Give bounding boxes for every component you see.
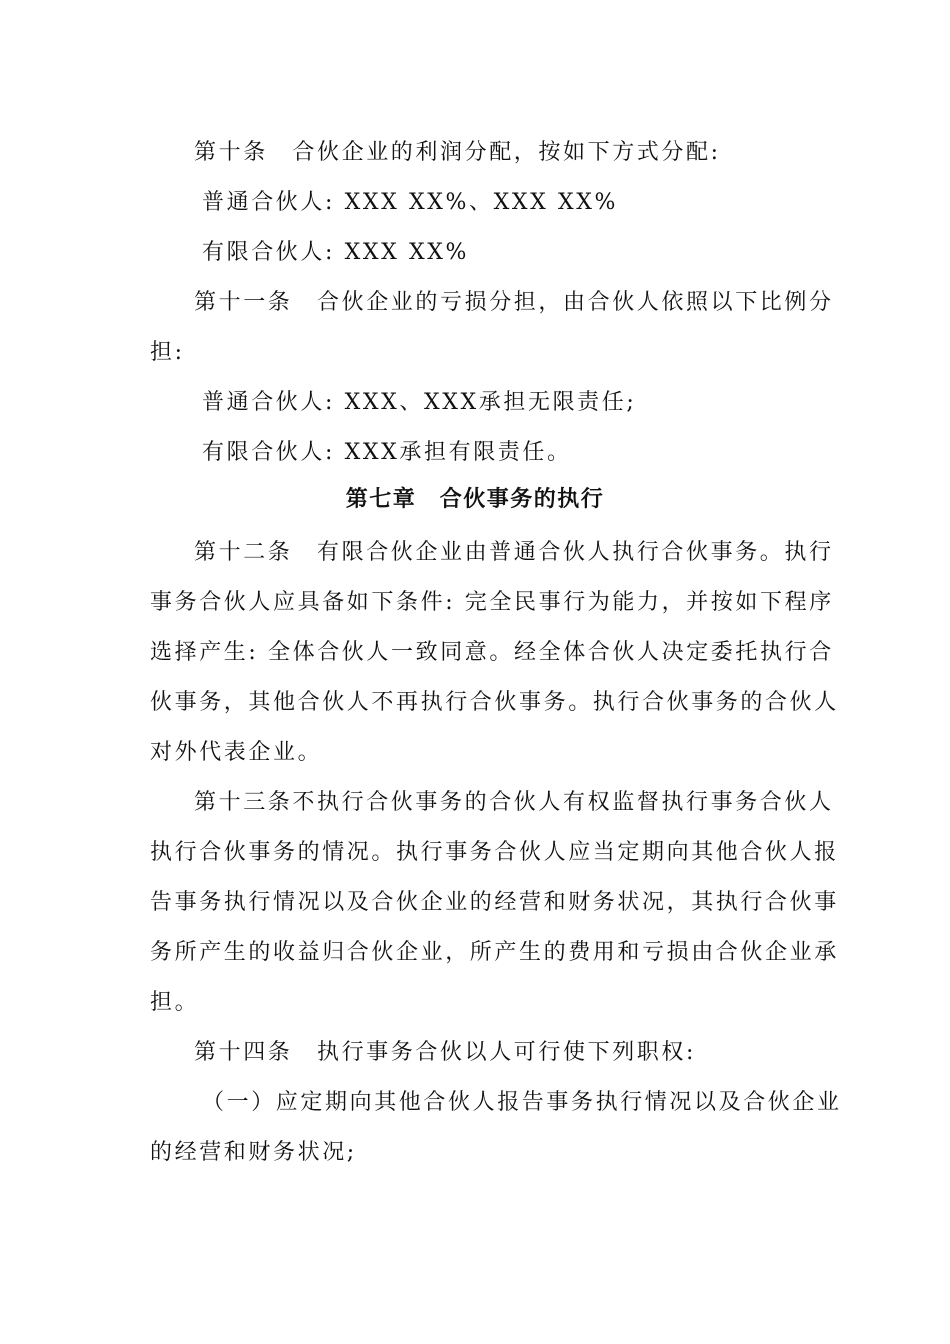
article-12-line-2: 事务合伙人应具备如下条件: 完全民事行为能力，并按如下程序 (150, 590, 834, 615)
chapter-7-heading: 第七章 合伙事务的执行 (345, 487, 605, 512)
article-13-line-5: 担。 (150, 990, 200, 1015)
article-13-line-4: 务所产生的收益归合伙企业，所产生的费用和亏损由合伙企业承 (150, 940, 839, 965)
article-10-text: 第十条 合伙企业的利润分配，按如下方式分配: (194, 140, 721, 165)
article-12-line-5: 对外代表企业。 (150, 740, 323, 765)
article-12-line-3: 选择产生: 全体合伙人一致同意。经全体合伙人决定委托执行合 (150, 640, 834, 665)
article-11-text: 第十一条 合伙企业的亏损分担，由合伙人依照以下比例分 (194, 290, 834, 315)
article-11-continuation: 担: (150, 340, 185, 365)
limited-partner-profit-line: 有限合伙人: XXX XX% (202, 240, 470, 265)
article-13-line-3: 告事务执行情况以及合伙企业的经营和财务状况，其执行合伙事 (150, 890, 839, 915)
article-14-item-1-line-1: （一）应定期向其他合伙人报告事务执行情况以及合伙企业 (202, 1090, 842, 1115)
limited-partner-liability-line: 有限合伙人: XXX承担有限责任。 (202, 440, 572, 465)
article-12-line-4: 伙事务，其他合伙人不再执行合伙事务。执行合伙事务的合伙人 (150, 690, 839, 715)
article-14-item-1-line-2: 的经营和财务状况; (150, 1140, 357, 1165)
article-13-line-2: 执行合伙事务的情况。执行事务合伙人应当定期向其他合伙人报 (150, 840, 839, 865)
general-partner-liability-line: 普通合伙人: XXX、XXX承担无限责任; (202, 390, 637, 415)
article-12-line-1: 第十二条 有限合伙企业由普通合伙人执行合伙事务。执行 (194, 540, 834, 565)
article-14-text: 第十四条 执行事务合伙以人可行使下列职权: (194, 1040, 697, 1065)
article-13-line-1: 第十三条不执行合伙事务的合伙人有权监督执行事务合伙人 (194, 790, 834, 815)
general-partner-profit-line: 普通合伙人: XXX XX%、XXX XX% (202, 190, 619, 215)
